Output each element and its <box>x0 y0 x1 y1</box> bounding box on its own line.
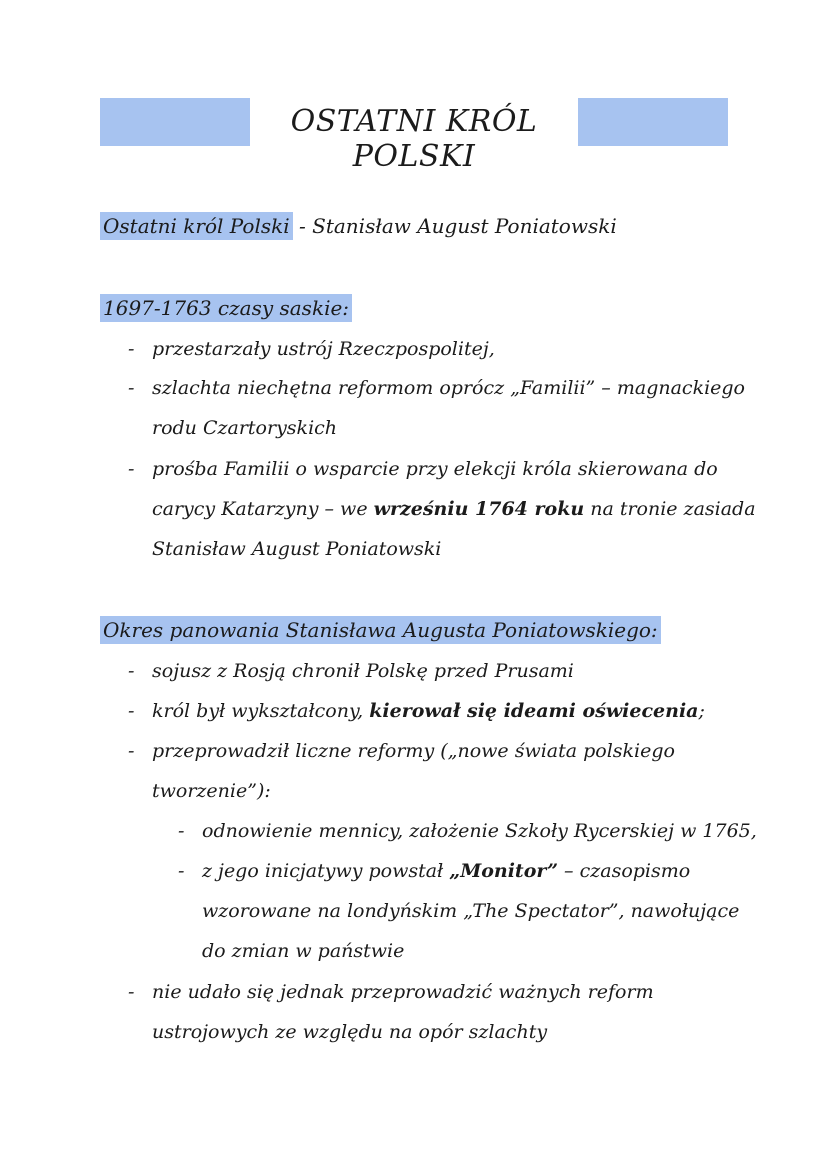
bold-title: „Monitor” <box>449 860 559 882</box>
list-item-continuation <box>152 496 756 522</box>
section2-heading: Okres panowania Stanisława Augusta Poniatowskiego: <box>100 616 661 644</box>
sub-list-item-continuation: wzorowane na londyńskim „The Spectator”, nawołujące <box>202 900 740 922</box>
title-highlight-left <box>100 98 250 146</box>
bullet-dash: - <box>128 660 135 682</box>
list-item: prośba Familii o wsparcie przy elekcji króla skierowana do <box>152 458 718 480</box>
text-run: król był wykształcony, <box>152 700 370 722</box>
list-item <box>152 698 705 724</box>
sub-list-item <box>202 858 690 884</box>
sub-bullet-dash: - <box>178 820 185 842</box>
bullet-dash: - <box>128 458 135 480</box>
text-run: z jego inicjatywy powstał <box>202 860 450 882</box>
text-run: – czasopismo <box>558 860 691 882</box>
text-run: ; <box>698 700 705 722</box>
title-banner <box>100 98 728 174</box>
list-item: przeprowadził liczne reformy („nowe świata polskiego <box>152 740 675 762</box>
list-item: nie udało się jednak przeprowadzić ważnych reform <box>152 981 654 1003</box>
sub-list-item-continuation: do zmian w państwie <box>202 940 405 962</box>
sub-list-item: odnowienie mennicy, założenie Szkoły Rycerskiej w 1765, <box>202 820 757 842</box>
section2-heading-line <box>100 617 661 643</box>
list-item-continuation: rodu Czartoryskich <box>152 417 338 439</box>
list-item-continuation: ustrojowych ze względu na opór szlachty <box>152 1021 548 1043</box>
intro-line <box>100 213 617 239</box>
bullet-dash: - <box>128 338 135 360</box>
list-item: szlachta niechętna reformom oprócz „Familii” – magnackiego <box>152 377 745 399</box>
list-item-continuation: tworzenie”): <box>152 780 271 802</box>
bold-phrase: kierował się ideami oświecenia <box>369 700 699 722</box>
bullet-dash: - <box>128 700 135 722</box>
bullet-dash: - <box>128 740 135 762</box>
page-title: OSTATNI KRÓL POLSKI <box>290 104 538 174</box>
section1-heading-line <box>100 295 352 321</box>
text-run: carycy Katarzyny – we <box>152 498 374 520</box>
intro-separator: - <box>292 214 313 238</box>
bold-date: wrześniu 1764 roku <box>373 498 585 520</box>
bullet-dash: - <box>128 377 135 399</box>
bullet-dash: - <box>128 981 135 1003</box>
intro-label: Ostatni król Polski <box>100 212 293 240</box>
list-item: sojusz z Rosją chronił Polskę przed Prusami <box>152 660 574 682</box>
list-item-continuation: Stanisław August Poniatowski <box>152 538 442 560</box>
text-run: na tronie zasiada <box>584 498 756 520</box>
intro-value: Stanisław August Poniatowski <box>312 214 617 238</box>
sub-bullet-dash: - <box>178 860 185 882</box>
list-item: przestarzały ustrój Rzeczpospolitej, <box>152 338 495 360</box>
section1-heading: 1697-1763 czasy saskie: <box>100 294 352 322</box>
title-highlight-right <box>578 98 728 146</box>
